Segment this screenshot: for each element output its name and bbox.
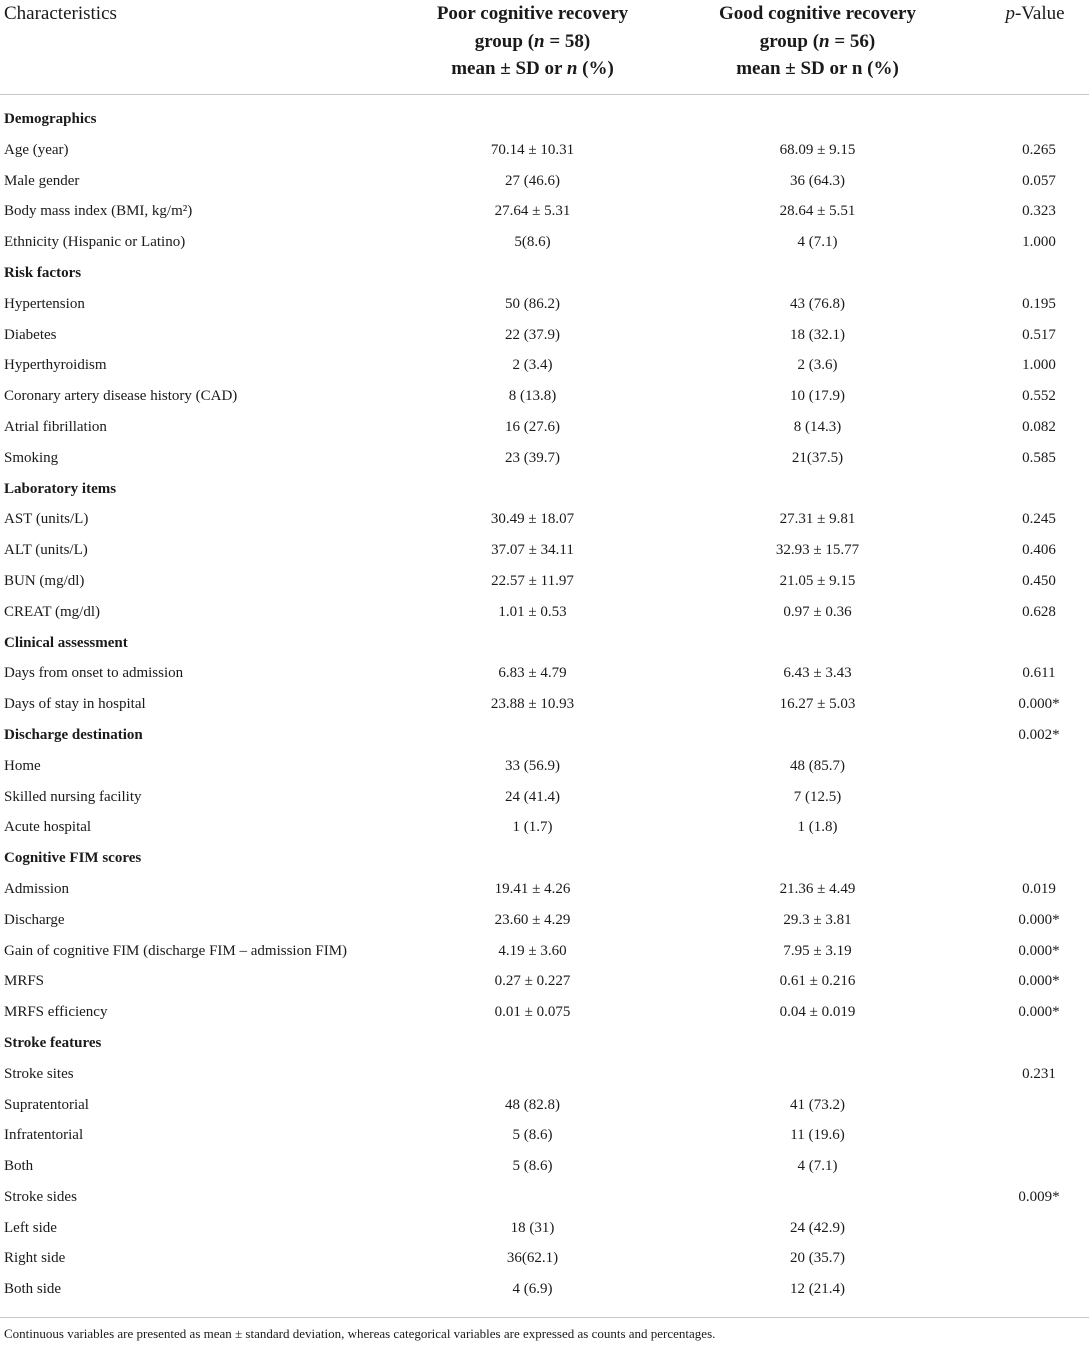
cell-good: 8 (14.3) bbox=[793, 418, 842, 435]
section-row bbox=[0, 628, 1089, 659]
cell-good: 36 (64.3) bbox=[790, 172, 845, 189]
cell-poor: 37.07 ± 34.11 bbox=[491, 542, 574, 559]
header-poor-recovery: Poor cognitive recovery group (n = 58) mean ± SD or n (%) bbox=[436, 3, 629, 79]
table-row bbox=[0, 196, 1089, 227]
row-label: Hypertension bbox=[4, 295, 85, 312]
cell-poor: 18 (31) bbox=[510, 1219, 555, 1236]
cell-good: 28.64 ± 5.51 bbox=[779, 203, 856, 220]
row-label: BUN (mg/dl) bbox=[4, 572, 85, 589]
table-row bbox=[0, 566, 1089, 597]
table-row bbox=[0, 412, 1089, 443]
cell-p-value: 1.000 bbox=[1022, 234, 1056, 251]
cell-good: 2 (3.6) bbox=[797, 357, 838, 374]
cell-good: 18 (32.1) bbox=[790, 326, 845, 343]
cell-p-value: 0.323 bbox=[1022, 203, 1056, 220]
cell-good: 41 (73.2) bbox=[790, 1096, 845, 1113]
row-label: Acute hospital bbox=[4, 819, 92, 836]
cell-p-value: 0.265 bbox=[1022, 141, 1056, 158]
cell-poor: 4 (6.9) bbox=[512, 1281, 553, 1298]
table-row bbox=[0, 905, 1089, 936]
cell-good: 43 (76.8) bbox=[790, 295, 845, 312]
table-row bbox=[0, 689, 1089, 720]
row-label: Discharge bbox=[4, 911, 65, 928]
table-row bbox=[0, 936, 1089, 967]
section-row bbox=[0, 843, 1089, 874]
cell-p-value: 0.611 bbox=[1022, 665, 1056, 682]
cell-good: 48 (85.7) bbox=[790, 757, 845, 774]
row-label: Body mass index (BMI, kg/m²) bbox=[4, 203, 193, 220]
cell-good: 7.95 ± 3.19 bbox=[783, 942, 852, 959]
header-p-value: p-Value bbox=[1005, 3, 1065, 24]
table-row bbox=[0, 1090, 1089, 1121]
cell-poor: 27.64 ± 5.31 bbox=[494, 203, 571, 220]
section-row bbox=[0, 104, 1089, 135]
row-label: Male gender bbox=[4, 172, 80, 189]
row-label: Admission bbox=[4, 880, 70, 897]
cell-good: 0.97 ± 0.36 bbox=[783, 603, 852, 620]
cell-poor: 50 (86.2) bbox=[505, 295, 560, 312]
cell-poor: 1.01 ± 0.53 bbox=[498, 603, 567, 620]
section-row bbox=[0, 1028, 1089, 1059]
table-row bbox=[0, 751, 1089, 782]
section-row bbox=[0, 720, 1089, 751]
row-label: Demographics bbox=[4, 111, 97, 127]
cell-p-value: 0.019 bbox=[1022, 880, 1056, 897]
row-label: Infratentorial bbox=[4, 1127, 84, 1144]
table-row bbox=[0, 350, 1089, 381]
header-characteristics: Characteristics bbox=[4, 3, 117, 24]
cell-p-value: 0.450 bbox=[1022, 572, 1056, 589]
section-row bbox=[0, 258, 1089, 289]
cell-poor: 0.01 ± 0.075 bbox=[494, 1004, 571, 1021]
cell-p-value: 1.000 bbox=[1022, 357, 1056, 374]
row-label: Risk factors bbox=[4, 264, 82, 281]
row-label: Days from onset to admission bbox=[4, 665, 184, 682]
row-label: Stroke sites bbox=[4, 1065, 74, 1082]
cell-good: 21.36 ± 4.49 bbox=[779, 880, 856, 897]
cell-p-value: 0.628 bbox=[1022, 603, 1056, 620]
table-row bbox=[0, 443, 1089, 474]
row-label: Diabetes bbox=[4, 326, 57, 343]
cell-poor: 5(8.6) bbox=[514, 234, 551, 251]
row-label: Gain of cognitive FIM (discharge FIM – admission FIM) bbox=[4, 942, 348, 959]
cell-p-value: 0.009* bbox=[1018, 1188, 1060, 1205]
row-label: Right side bbox=[4, 1250, 66, 1267]
row-label: Clinical assessment bbox=[4, 634, 128, 651]
table-row bbox=[0, 1213, 1089, 1244]
table-row bbox=[0, 166, 1089, 197]
cell-p-value: 0.517 bbox=[1022, 326, 1056, 343]
cell-poor: 16 (27.6) bbox=[505, 418, 560, 435]
cell-poor: 19.41 ± 4.26 bbox=[494, 880, 571, 897]
table-row bbox=[0, 1120, 1089, 1151]
cell-good: 7 (12.5) bbox=[793, 788, 842, 805]
cell-poor: 23 (39.7) bbox=[505, 449, 560, 466]
row-label: Stroke sides bbox=[4, 1188, 77, 1205]
row-label: Coronary artery disease history (CAD) bbox=[4, 388, 238, 405]
cell-good: 21.05 ± 9.15 bbox=[779, 572, 856, 589]
table-row bbox=[0, 874, 1089, 905]
cell-good: 6.43 ± 3.43 bbox=[783, 665, 852, 682]
row-label: Smoking bbox=[4, 449, 59, 466]
cell-p-value: 0.585 bbox=[1022, 449, 1056, 466]
table-bottom-rule bbox=[0, 1317, 1089, 1318]
header-good-recovery: Good cognitive recovery group (n = 56) mean ± SD or n (%) bbox=[719, 3, 916, 79]
cell-poor: 5 (8.6) bbox=[512, 1158, 553, 1175]
table-row bbox=[0, 812, 1089, 843]
cell-p-value: 0.000* bbox=[1018, 911, 1060, 928]
table-row bbox=[0, 135, 1089, 166]
cell-poor: 2 (3.4) bbox=[512, 357, 553, 374]
row-label: CREAT (mg/dl) bbox=[4, 603, 100, 620]
cell-good: 68.09 ± 9.15 bbox=[779, 141, 856, 158]
table-row bbox=[0, 1182, 1089, 1213]
cell-p-value: 0.002* bbox=[1018, 726, 1060, 743]
table-row bbox=[0, 782, 1089, 813]
row-label: Atrial fibrillation bbox=[4, 418, 107, 435]
cell-p-value: 0.000* bbox=[1018, 973, 1060, 990]
cell-poor: 22 (37.9) bbox=[505, 326, 560, 343]
cell-p-value: 0.195 bbox=[1022, 295, 1056, 312]
cell-poor: 0.27 ± 0.227 bbox=[494, 973, 571, 990]
row-label: ALT (units/L) bbox=[4, 542, 88, 559]
table-row bbox=[0, 1059, 1089, 1090]
cell-good: 0.61 ± 0.216 bbox=[779, 973, 856, 990]
row-label: Stroke features bbox=[4, 1034, 102, 1051]
table-row bbox=[0, 1151, 1089, 1182]
cell-good: 4 (7.1) bbox=[797, 234, 838, 251]
cell-poor: 24 (41.4) bbox=[505, 788, 560, 805]
cell-p-value: 0.082 bbox=[1022, 418, 1056, 435]
table-row bbox=[0, 381, 1089, 412]
table-row bbox=[0, 1274, 1089, 1305]
cell-good: 4 (7.1) bbox=[797, 1158, 838, 1175]
cell-good: 27.31 ± 9.81 bbox=[779, 511, 856, 528]
cell-poor: 23.88 ± 10.93 bbox=[490, 696, 575, 713]
cell-poor: 70.14 ± 10.31 bbox=[490, 141, 575, 158]
table-header bbox=[0, 0, 1089, 95]
table-row bbox=[0, 320, 1089, 351]
cell-good: 11 (19.6) bbox=[790, 1127, 845, 1144]
row-label: Hyperthyroidism bbox=[4, 357, 107, 374]
cell-good: 21(37.5) bbox=[791, 449, 844, 466]
cell-poor: 5 (8.6) bbox=[512, 1127, 553, 1144]
cell-good: 32.93 ± 15.77 bbox=[775, 542, 860, 559]
table-body bbox=[0, 104, 1089, 1305]
section-row bbox=[0, 474, 1089, 505]
row-label: MRFS efficiency bbox=[4, 1004, 108, 1021]
table-row bbox=[0, 658, 1089, 689]
row-label: Days of stay in hospital bbox=[4, 696, 146, 713]
cell-good: 24 (42.9) bbox=[790, 1219, 845, 1236]
row-label: Skilled nursing facility bbox=[4, 788, 142, 805]
cell-poor: 1 (1.7) bbox=[512, 819, 553, 836]
cell-poor: 6.83 ± 4.79 bbox=[498, 665, 567, 682]
row-label: Both side bbox=[4, 1281, 62, 1298]
cell-good: 29.3 ± 3.81 bbox=[783, 911, 852, 928]
cell-p-value: 0.245 bbox=[1022, 511, 1056, 528]
row-label: Home bbox=[4, 757, 41, 774]
table-row bbox=[0, 227, 1089, 258]
cell-poor: 8 (13.8) bbox=[508, 388, 557, 405]
table-row bbox=[0, 597, 1089, 628]
cell-poor: 30.49 ± 18.07 bbox=[490, 511, 575, 528]
cell-p-value: 0.231 bbox=[1022, 1065, 1056, 1082]
cell-p-value: 0.000* bbox=[1018, 1004, 1060, 1021]
cell-p-value: 0.000* bbox=[1018, 696, 1060, 713]
cell-p-value: 0.406 bbox=[1022, 542, 1056, 559]
cell-poor: 4.19 ± 3.60 bbox=[498, 942, 567, 959]
cell-poor: 36(62.1) bbox=[506, 1250, 559, 1267]
cell-good: 20 (35.7) bbox=[790, 1250, 845, 1267]
cell-p-value: 0.000* bbox=[1018, 942, 1060, 959]
row-label: Both bbox=[4, 1158, 34, 1175]
cell-poor: 33 (56.9) bbox=[505, 757, 560, 774]
cell-poor: 22.57 ± 11.97 bbox=[491, 572, 574, 589]
table-row bbox=[0, 289, 1089, 320]
row-label: Laboratory items bbox=[4, 480, 117, 497]
table-footnote: Continuous variables are presented as mean ± standard deviation, whereas categorical variables are expressed as counts and percentages. bbox=[4, 1326, 716, 1341]
row-label: Age (year) bbox=[4, 141, 69, 158]
cell-good: 1 (1.8) bbox=[797, 819, 838, 836]
row-label: Cognitive FIM scores bbox=[4, 850, 142, 867]
row-label: Supratentorial bbox=[4, 1096, 89, 1113]
cell-good: 16.27 ± 5.03 bbox=[779, 696, 856, 713]
row-label: AST (units/L) bbox=[4, 511, 89, 528]
cell-poor: 48 (82.8) bbox=[505, 1096, 560, 1113]
row-label: Left side bbox=[4, 1219, 57, 1236]
cell-poor: 27 (46.6) bbox=[505, 172, 560, 189]
table-row bbox=[0, 535, 1089, 566]
cell-p-value: 0.057 bbox=[1022, 172, 1056, 189]
row-label: MRFS bbox=[4, 973, 45, 990]
cell-good: 12 (21.4) bbox=[790, 1281, 845, 1298]
cell-poor: 23.60 ± 4.29 bbox=[494, 911, 571, 928]
row-label: Discharge destination bbox=[4, 726, 143, 743]
cell-good: 10 (17.9) bbox=[790, 388, 845, 405]
table-row bbox=[0, 966, 1089, 997]
row-label: Ethnicity (Hispanic or Latino) bbox=[4, 234, 186, 251]
table-row bbox=[0, 997, 1089, 1028]
table-row bbox=[0, 1243, 1089, 1274]
cell-good: 0.04 ± 0.019 bbox=[779, 1004, 856, 1021]
cell-p-value: 0.552 bbox=[1022, 388, 1056, 405]
table-row bbox=[0, 504, 1089, 535]
